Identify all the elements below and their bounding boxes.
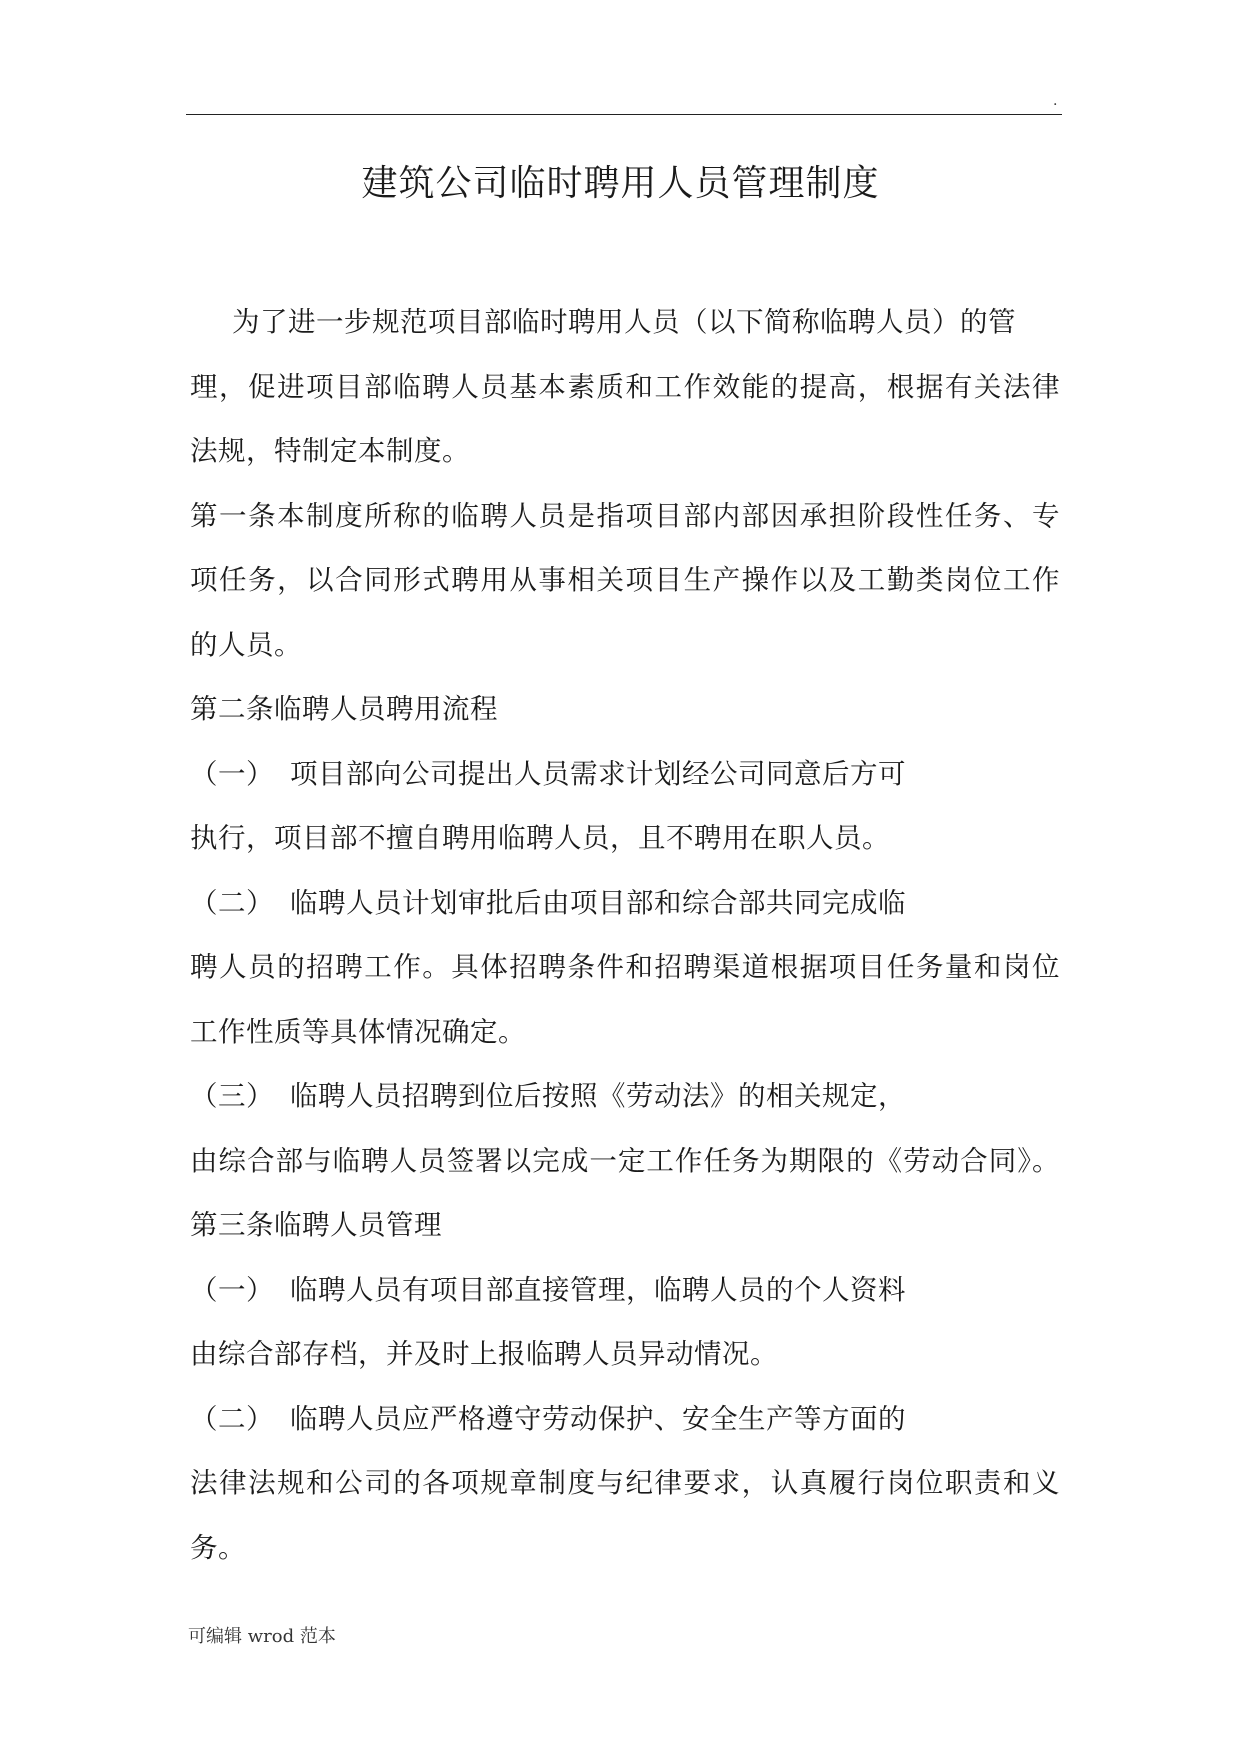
list-item-text: 临聘人员应严格遵守劳动保护、安全生产等方面的 [290,1402,906,1435]
page-footer: 可编辑 wrod 范本 [188,1626,336,1647]
list-item [190,1258,1060,1323]
section-heading: 第三条临聘人员管理 [190,1209,442,1241]
document-title: 建筑公司临时聘用人员管理制度 [361,163,880,204]
list-marker: （三） [190,1080,274,1112]
list-item [190,742,1060,807]
list-item [190,1387,1060,1452]
paragraph-line: 聘人员的招聘工作。具体招聘条件和招聘渠道根据项目任务量和岗位 [190,951,1060,983]
list-item [190,1064,1060,1129]
paragraph-line: 由综合部存档，并及时上报临聘人员异动情况。 [190,1338,778,1370]
list-marker: （一） [190,757,274,790]
paragraph-line: 理，促进项目部临聘人员基本素质和工作效能的提高，根据有关法律 [190,370,1060,403]
paragraph-line: 为了进一步规范项目部临时聘用人员（以下简称临聘人员）的管 [232,306,1016,338]
paragraph-line: 务。 [190,1531,246,1564]
paragraph-line: 执行，项目部不擅自聘用临聘人员，且不聘用在职人员。 [190,822,890,854]
paragraph-line: 第一条本制度所称的临聘人员是指项目部内部因承担阶段性任务、专 [190,499,1060,532]
list-item-text: 项目部向公司提出人员需求计划经公司同意后方可 [290,757,906,790]
list-item-text: 临聘人员有项目部直接管理，临聘人员的个人资料 [290,1273,906,1306]
document-body [190,290,1060,1580]
header-dot: . [1053,93,1058,109]
paragraph-line: 工作性质等具体情况确定。 [190,1015,526,1048]
list-item [190,871,1060,936]
list-marker: （二） [190,886,274,919]
paragraph-line: 项任务，以合同形式聘用从事相关项目生产操作以及工勤类岗位工作 [190,564,1060,596]
list-item-text: 临聘人员招聘到位后按照《劳动法》的相关规定， [290,1080,906,1112]
list-marker: （二） [190,1402,274,1435]
paragraph-line: 法律法规和公司的各项规章制度与纪律要求，认真履行岗位职责和义 [190,1467,1060,1499]
list-item-text: 临聘人员计划审批后由项目部和综合部共同完成临 [290,886,906,919]
paragraph-line: 的人员。 [190,628,302,661]
list-marker: （一） [190,1273,274,1306]
section-heading: 第二条临聘人员聘用流程 [190,693,498,725]
paragraph-line: 由综合部与临聘人员签署以完成一定工作任务为期限的《劳动合同》。 [190,1144,1060,1177]
header-rule [186,114,1062,115]
paragraph-line: 法规，特制定本制度。 [190,435,470,467]
